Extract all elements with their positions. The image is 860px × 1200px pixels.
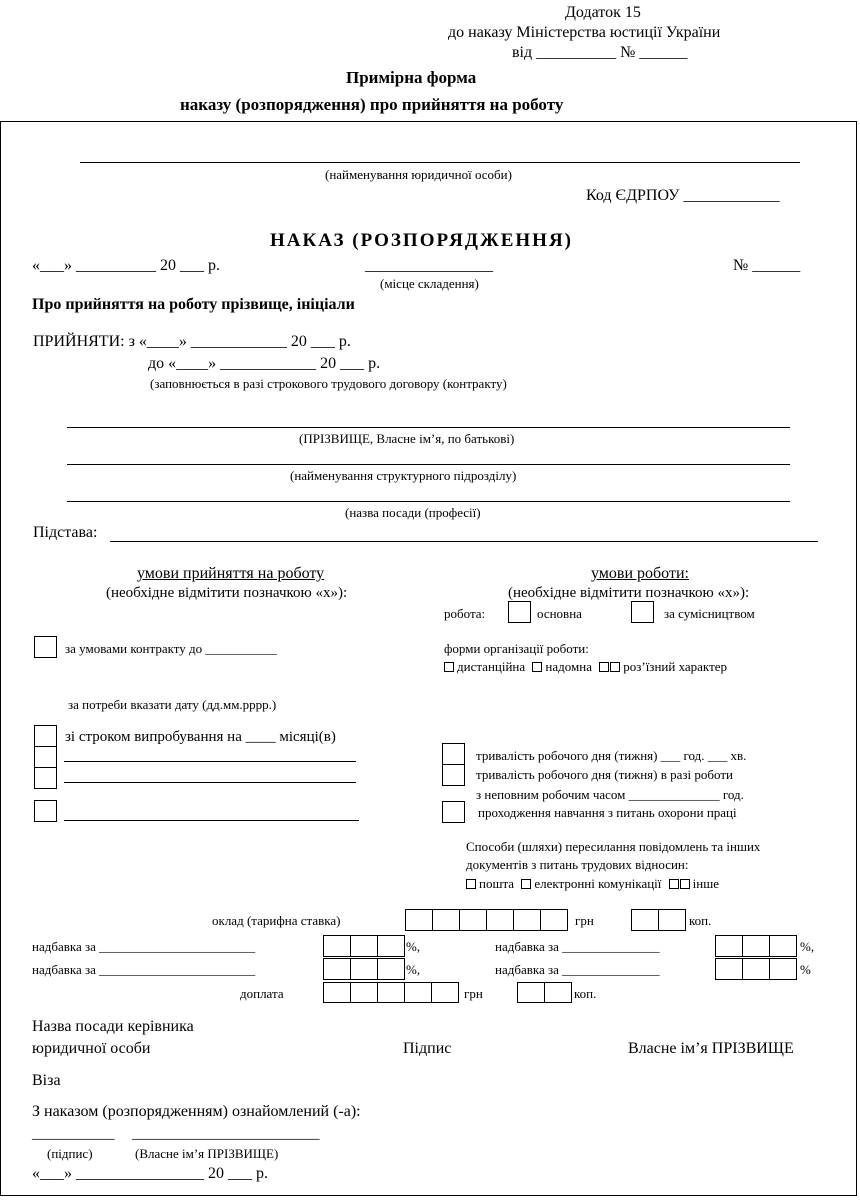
basis-label: Підстава:: [33, 524, 98, 541]
employee-name-line[interactable]: _________________________: [132, 1126, 320, 1142]
salary-uah-label: грн: [575, 913, 594, 928]
bonus-1-label: надбавка за ________________________: [32, 939, 256, 954]
fullname-line[interactable]: [67, 427, 790, 428]
bonus-1-cells[interactable]: [323, 935, 405, 957]
surcharge-uah-cells[interactable]: [323, 982, 459, 1003]
position-line[interactable]: [67, 501, 790, 502]
post-checkbox[interactable]: [466, 879, 476, 889]
extra-checkbox-2[interactable]: [34, 767, 57, 789]
probation-label: зі строком випробування на ____ місяці(в): [65, 729, 336, 745]
order-date-reference: від __________ № ______: [512, 44, 688, 61]
head-title-line-2: юридичної особи: [32, 1040, 151, 1057]
salary-label: оклад (тарифна ставка): [212, 913, 341, 928]
work-conditions-title: умови роботи:: [591, 565, 689, 582]
home-checkbox[interactable]: [532, 662, 542, 672]
contract-label: за умовами контракту до ___________: [65, 641, 277, 656]
combined-work-label: за сумісництвом: [664, 606, 755, 621]
bonus-3-cells[interactable]: [715, 935, 797, 957]
home-label: надомна: [545, 659, 592, 674]
bonus-2-percent: %,: [406, 962, 421, 977]
duration-label: тривалість робочого дня (тижня) ___ год. ___ хв.: [476, 748, 747, 763]
order-reference: до наказу Міністерства юстиції України: [448, 24, 721, 41]
hire-from: ПРИЙНЯТИ: з «____» ____________ 20 ___ р.: [33, 333, 351, 350]
hire-conditions-hint: (необхідне відмітити позначкою «х»):: [106, 585, 348, 601]
signature-label: Підпис: [403, 1040, 452, 1057]
employee-name-caption: (Власне ім’я ПРІЗВИЩЕ): [135, 1146, 279, 1161]
combined-work-checkbox[interactable]: [631, 601, 654, 623]
unit-caption: (найменування структурного підрозділу): [290, 468, 517, 483]
employee-signature-line[interactable]: ___________: [32, 1126, 115, 1142]
visa-label: Віза: [32, 1072, 61, 1089]
hire-to: до «____» ____________ 20 ___ р.: [148, 355, 381, 372]
org-forms-options: [444, 660, 727, 673]
traveling-checkbox[interactable]: [599, 662, 609, 672]
entity-name-line[interactable]: [80, 162, 800, 163]
extra-checkbox-3[interactable]: [34, 800, 57, 822]
remote-label: дистанційна: [457, 659, 526, 674]
place-line: ________________: [365, 257, 493, 274]
head-title-line-1: Назва посади керівника: [32, 1018, 194, 1035]
order-subject: Про прийняття на роботу прізвище, ініціали: [32, 296, 355, 313]
salary-uah-cells[interactable]: [405, 909, 568, 931]
entity-name-caption: (найменування юридичної особи): [325, 167, 512, 182]
bonus-2-cells[interactable]: [323, 958, 405, 980]
bonus-2-label: надбавка за ________________________: [32, 962, 256, 977]
post-label: пошта: [479, 876, 515, 891]
unit-line[interactable]: [67, 464, 790, 465]
employee-signature-caption: (підпис): [47, 1146, 93, 1161]
extra-checkbox-1[interactable]: [34, 746, 57, 768]
order-number: № ______: [733, 257, 801, 274]
surcharge-label: доплата: [240, 986, 284, 1001]
bonus-1-percent: %,: [406, 939, 421, 954]
channels-line-1: Способи (шляхи) пересилання повідомлень та інших: [466, 839, 761, 854]
channels-line-2: документів з питань трудових відносин:: [466, 857, 689, 872]
surcharge-kop-label: коп.: [574, 986, 597, 1001]
form-title: Примірна форма: [346, 68, 477, 87]
remote-checkbox[interactable]: [444, 662, 454, 672]
part-time-label-1: тривалість робочого дня (тижня) в разі роботи: [476, 767, 733, 782]
safety-training-label: проходження навчання з питань охорони праці: [478, 805, 737, 820]
salary-kop-label: коп.: [689, 913, 712, 928]
electronic-label: електронні комунікації: [534, 876, 662, 891]
basis-line[interactable]: [110, 541, 818, 542]
form-subtitle: наказу (розпорядження) про прийняття на роботу: [180, 95, 564, 114]
edrpou-code: Код ЄДРПОУ ____________: [586, 187, 780, 204]
term-contract-note: (заповнюється в разі строкового трудового договору (контракту): [150, 376, 507, 391]
acquainted-label: З наказом (розпорядженням) ознайомлений (-а):: [32, 1103, 361, 1120]
duration-checkbox[interactable]: [442, 743, 465, 765]
other-label: інше: [692, 876, 719, 891]
surcharge-uah-label: грн: [464, 986, 483, 1001]
safety-training-checkbox[interactable]: [442, 801, 465, 823]
acquainted-date: «___» ________________ 20 ___ р.: [32, 1165, 268, 1182]
order-title: НАКАЗ (РОЗПОРЯДЖЕННЯ): [270, 230, 574, 251]
extra-line-3[interactable]: [64, 820, 359, 821]
date-format-note: за потреби вказати дату (дд.мм.рррр.): [68, 697, 277, 712]
bonus-3-percent: %,: [800, 939, 815, 954]
other-checkbox-2: [680, 879, 690, 889]
main-work-checkbox[interactable]: [508, 601, 531, 623]
hire-conditions-title: умови прийняття на роботу: [137, 565, 325, 582]
order-date: «___» __________ 20 ___ р.: [32, 257, 220, 274]
bonus-4-percent: %: [800, 962, 811, 977]
traveling-checkbox-2: [610, 662, 620, 672]
bonus-4-cells[interactable]: [715, 958, 797, 980]
traveling-label: роз’їзний характер: [623, 659, 728, 674]
contract-checkbox[interactable]: [34, 636, 57, 658]
main-work-label: основна: [537, 606, 582, 621]
work-conditions-hint: (необхідне відмітити позначкою «х»):: [508, 585, 750, 601]
head-name-label: Власне ім’я ПРІЗВИЩЕ: [628, 1040, 794, 1057]
channels-options: [466, 877, 719, 890]
extra-line-2[interactable]: [64, 782, 356, 783]
work-label: робота:: [444, 606, 486, 621]
fullname-caption: (ПРІЗВИЩЕ, Власне ім’я, по батькові): [299, 431, 515, 446]
part-time-checkbox[interactable]: [442, 764, 465, 786]
part-time-label-2: з неповним робочим часом ______________ год.: [476, 787, 744, 802]
extra-line-1[interactable]: [64, 761, 356, 762]
place-caption: (місце складення): [380, 276, 479, 291]
probation-checkbox[interactable]: [34, 725, 57, 747]
salary-kop-cells[interactable]: [631, 909, 686, 931]
bonus-4-label: надбавка за _______________: [495, 962, 660, 977]
other-checkbox[interactable]: [669, 879, 679, 889]
appendix-label: Додаток 15: [565, 4, 641, 21]
surcharge-kop-cells[interactable]: [517, 982, 572, 1003]
org-forms-label: форми організації роботи:: [444, 641, 589, 656]
position-caption: (назва посади (професії): [345, 505, 481, 520]
electronic-checkbox[interactable]: [521, 879, 531, 889]
bonus-3-label: надбавка за _______________: [495, 939, 660, 954]
